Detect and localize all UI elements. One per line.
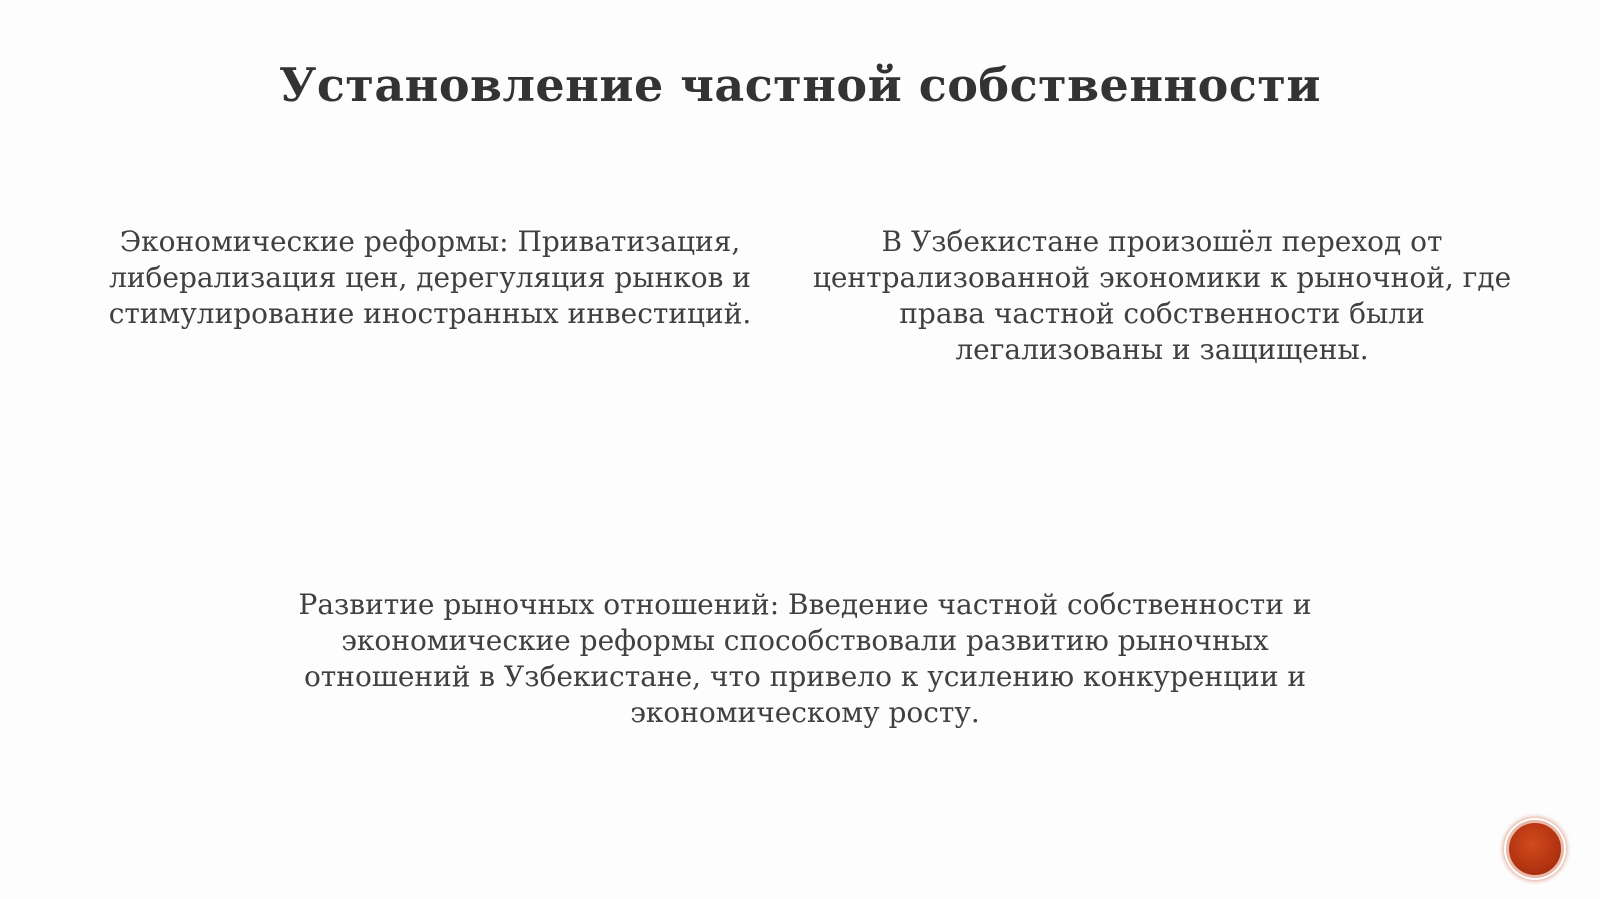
slide-nav-button[interactable] <box>1506 820 1564 878</box>
text-block-transition: В Узбекистане произошёл переход от централизованной экономики к рыночной, где права частной собственности были легализованы и защищены. <box>812 225 1512 366</box>
text-block-market-relations: Развитие рыночных отношений: Введение частной собственности и экономические реформы способствовали развитию рыночных отношений в Узбекистане, что привело к усилению конкуренции и экономическому росту. <box>298 588 1312 729</box>
text-block-economic-reforms: Экономические реформы: Приватизация, либерализация цен, дерегуляция рынков и стимулирование иностранных инвестиций. <box>108 225 752 330</box>
slide-title: Установление частной собственности <box>279 58 1321 112</box>
